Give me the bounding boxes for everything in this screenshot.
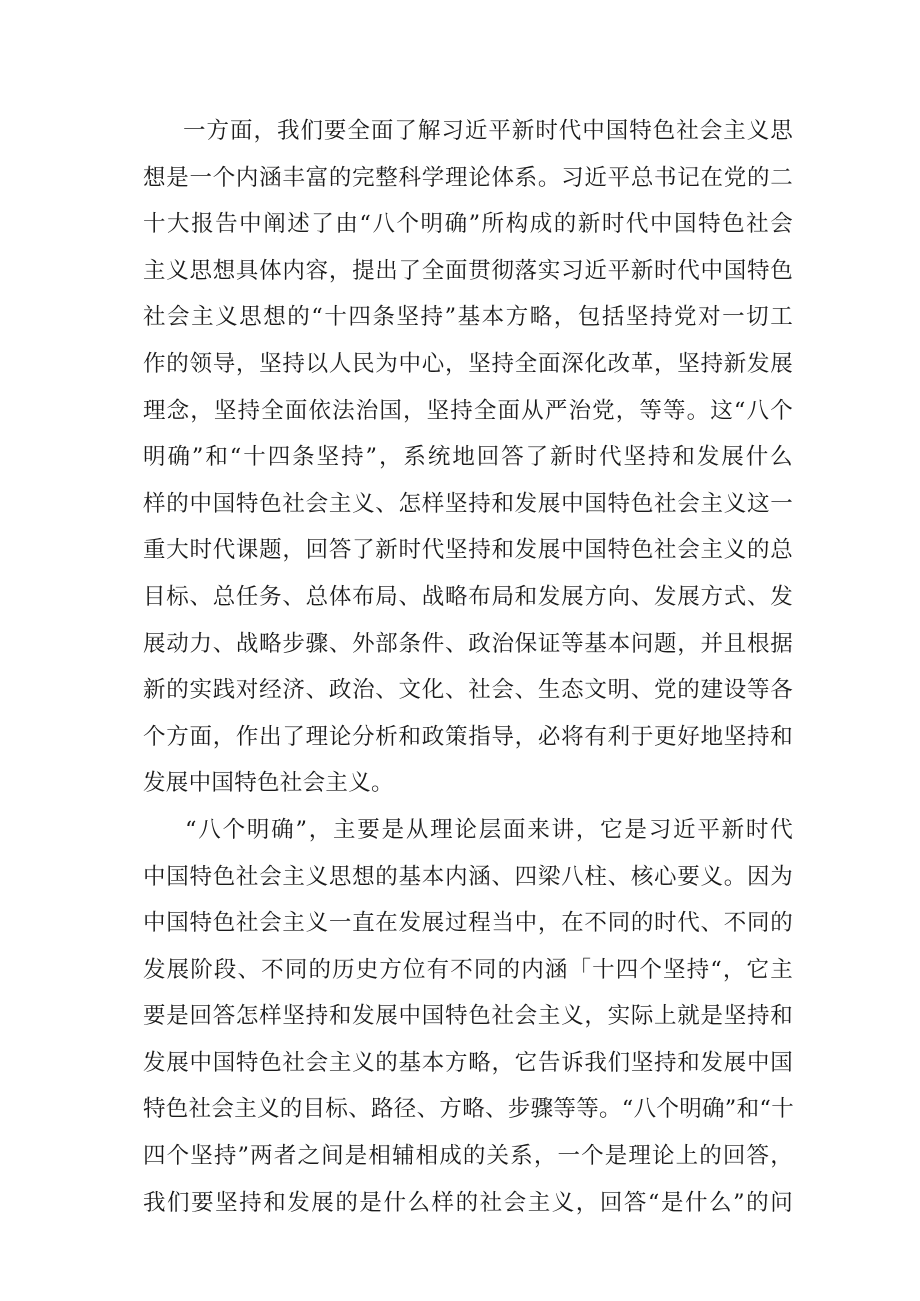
paragraph-1	[143, 108, 793, 807]
text-line: 我们要坚持和发展的是什么样的社会主义，回答“是什么”的问	[143, 1189, 793, 1216]
text-line: 发展中国特色社会主义。	[143, 770, 394, 797]
text-line: 要是回答怎样坚持和发展中国特色社会主义，实际上就是坚持和	[143, 1003, 793, 1030]
text-line: 特色社会主义的目标、路径、方略、步骤等等。“八个明确”和“十	[143, 1096, 795, 1123]
text-line: 作的领导，坚持以人民为中心，坚持全面深化改革，坚持新发展	[143, 350, 793, 377]
text-line: 重大时代课题，回答了新时代坚持和发展中国特色社会主义的总	[143, 537, 793, 564]
text-line: 想是一个内涵丰富的完整科学理论体系。习近平总书记在党的二	[143, 164, 793, 191]
text-line: 中国特色社会主义一直在发展过程当中，在不同的时代、不同的	[143, 910, 793, 937]
text-line: 中国特色社会主义思想的基本内涵、四梁八柱、核心要义。因为	[143, 863, 793, 890]
text-line: 四个坚持”两者之间是相辅相成的关系，一个是理论上的回答，	[143, 1143, 793, 1170]
text-line: 样的中国特色社会主义、怎样坚持和发展中国特色社会主义这一	[143, 490, 793, 517]
paragraph-2	[143, 807, 793, 1226]
text-line: 主义思想具体内容，提出了全面贯彻落实习近平新时代中国特色	[143, 257, 793, 284]
text-line: 理念，坚持全面依法治国，坚持全面从严治党，等等。这“八个	[143, 397, 793, 424]
text-line: “八个明确”，主要是从理论层面来讲，它是习近平新时代	[185, 816, 793, 843]
text-line: 个方面，作出了理论分析和政策指导，必将有利于更好地坚持和	[143, 723, 793, 750]
text-line: 发展阶段、不同的历史方位有不同的内涵「十四个坚持“，它主	[143, 956, 793, 983]
text-line: 一方面，我们要全面了解习近平新时代中国特色社会主义思	[183, 118, 793, 144]
text-line: 目标、总任务、总体布局、战略布局和发展方向、发展方式、发	[143, 583, 793, 610]
text-line: 明确”和“十四条坚持”，系统地回答了新时代坚持和发展什么	[143, 444, 793, 471]
text-line: 社会主义思想的“十四条坚持”基本方略，包括坚持党对一切工	[143, 304, 793, 331]
text-line: 发展中国特色社会主义的基本方略，它告诉我们坚持和发展中国	[143, 1049, 793, 1076]
document-body	[143, 108, 793, 1226]
text-line: 展动力、战略步骤、外部条件、政治保证等基本问题，并且根据	[143, 630, 793, 657]
text-line: 十大报告中阐述了由“八个明确”所构成的新时代中国特色社会	[143, 211, 793, 238]
text-line: 新的实践对经济、政治、文化、社会、生态文明、党的建设等各	[143, 677, 793, 704]
